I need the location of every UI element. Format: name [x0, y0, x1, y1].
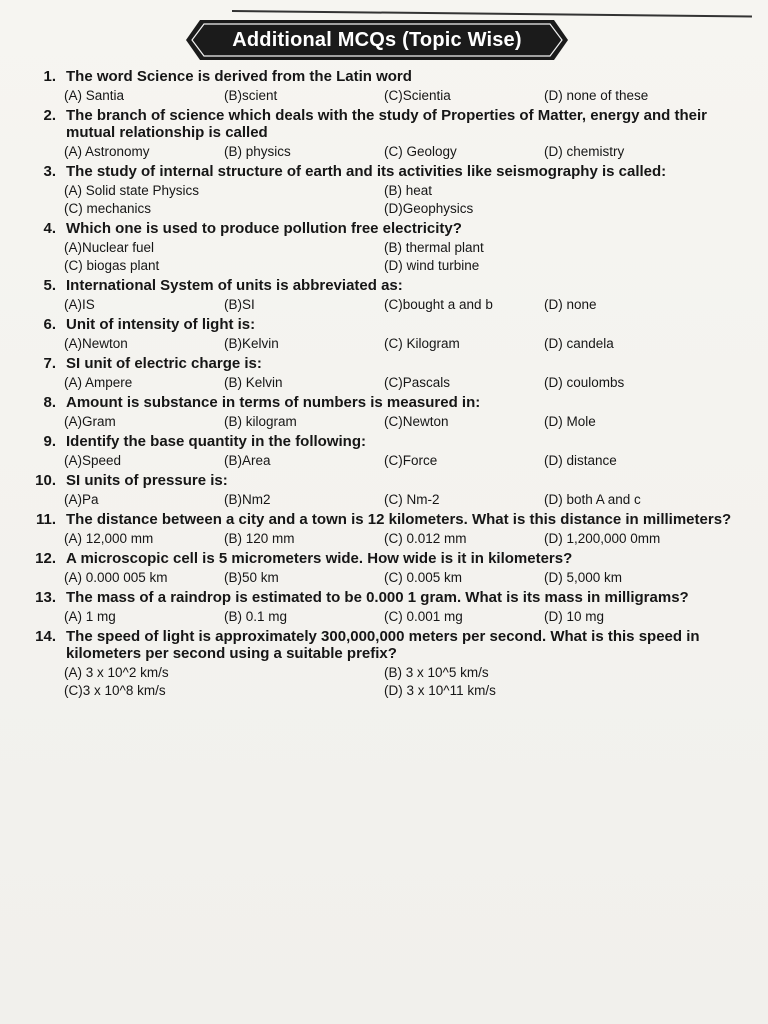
option-list	[64, 413, 740, 431]
question-text: Amount is substance in terms of numbers is measured in:	[66, 394, 481, 411]
question-text: The mass of a raindrop is estimated to be 0.000 1 gram. What is its mass in milligrams?	[66, 589, 689, 606]
question-item	[20, 68, 740, 105]
question-number: 7.	[43, 355, 56, 372]
option-c: (C)3 x 10^8 km/s	[64, 683, 166, 698]
header-rule	[232, 10, 752, 17]
option-d: (D) coulombs	[544, 375, 625, 390]
question-number: 13.	[35, 589, 56, 606]
question-item	[20, 220, 740, 275]
question-text: The word Science is derived from the Latin word	[66, 68, 412, 85]
option-list	[64, 569, 740, 587]
question-text: A microscopic cell is 5 micrometers wide. How wide is it in kilometers?	[66, 550, 573, 567]
option-a: (A) Astronomy	[64, 144, 150, 159]
option-d: (D) wind turbine	[384, 258, 480, 273]
option-c: (C) mechanics	[64, 201, 152, 216]
question-text: The branch of science which deals with the study of Properties of Matter, energy and their mutual relationship is called	[66, 107, 707, 141]
question-list	[20, 68, 740, 702]
question-number: 12.	[35, 550, 56, 567]
option-d: (D) Mole	[544, 414, 596, 429]
option-b: (B)scient	[224, 88, 278, 103]
question-item	[20, 163, 740, 218]
option-a: (A) 3 x 10^2 km/s	[64, 665, 169, 680]
option-c: (C) Geology	[384, 144, 457, 159]
option-list	[64, 608, 740, 626]
question-number: 9.	[43, 433, 56, 450]
question-number: 10.	[35, 472, 56, 489]
option-list	[64, 374, 740, 392]
question-number: 2.	[43, 107, 56, 124]
option-d: (D) none of these	[544, 88, 649, 103]
option-c: (C)Scientia	[384, 88, 451, 103]
option-b: (B)SI	[224, 297, 255, 312]
option-a: (A)Gram	[64, 414, 116, 429]
option-c: (C) Kilogram	[384, 336, 460, 351]
question-item	[20, 511, 740, 548]
option-list	[64, 239, 740, 275]
question-number: 14.	[35, 628, 56, 645]
question-item	[20, 472, 740, 509]
question-item	[20, 628, 740, 700]
option-d: (D) 3 x 10^11 km/s	[384, 683, 496, 698]
option-c: (C) Nm-2	[384, 492, 440, 507]
question-item	[20, 277, 740, 314]
question-text: International System of units is abbreviated as:	[66, 277, 403, 294]
option-b: (B)Nm2	[224, 492, 271, 507]
option-a: (A) Ampere	[64, 375, 133, 390]
option-d: (D) both A and c	[544, 492, 641, 507]
question-text: SI unit of electric charge is:	[66, 355, 262, 372]
question-item	[20, 589, 740, 626]
question-number: 8.	[43, 394, 56, 411]
option-a: (A) 12,000 mm	[64, 531, 154, 546]
question-item	[20, 433, 740, 470]
option-list	[64, 335, 740, 353]
option-b: (B) Kelvin	[224, 375, 283, 390]
question-number: 5.	[43, 277, 56, 294]
question-number: 11.	[35, 511, 56, 528]
option-c: (C) 0.005 km	[384, 570, 463, 585]
option-a: (A)Speed	[64, 453, 122, 468]
option-b: (B)Kelvin	[224, 336, 279, 351]
option-b: (B) kilogram	[224, 414, 297, 429]
option-d: (D) 5,000 km	[544, 570, 623, 585]
option-b: (B)Area	[224, 453, 271, 468]
option-d: (D) chemistry	[544, 144, 625, 159]
question-number: 1.	[43, 68, 56, 85]
option-c: (C) biogas plant	[64, 258, 160, 273]
title-banner	[186, 20, 568, 60]
option-a: (A)Pa	[64, 492, 99, 507]
option-b: (B) 0.1 mg	[224, 609, 288, 624]
option-a: (A)Nuclear fuel	[64, 240, 155, 255]
option-d: (D)Geophysics	[384, 201, 474, 216]
option-list	[64, 87, 740, 105]
option-a: (A) 0.000 005 km	[64, 570, 168, 585]
option-list	[64, 491, 740, 509]
question-text: Unit of intensity of light is:	[66, 316, 256, 333]
option-list	[64, 452, 740, 470]
option-d: (D) none	[544, 297, 597, 312]
question-item	[20, 355, 740, 392]
question-text: The study of internal structure of earth and its activities like seismography is called:	[66, 163, 667, 180]
option-c: (C)Newton	[384, 414, 449, 429]
option-b: (B) thermal plant	[384, 240, 484, 255]
option-a: (A)Newton	[64, 336, 128, 351]
question-number: 4.	[43, 220, 56, 237]
option-a: (A)IS	[64, 297, 95, 312]
option-d: (D) candela	[544, 336, 614, 351]
option-list	[64, 530, 740, 548]
option-b: (B) heat	[384, 183, 433, 198]
question-text: The distance between a city and a town is 12 kilometers. What is this distance in millimeters?	[66, 511, 732, 528]
question-item	[20, 394, 740, 431]
option-d: (D) 10 mg	[544, 609, 605, 624]
question-number: 6.	[43, 316, 56, 333]
option-b: (B)50 km	[224, 570, 279, 585]
option-b: (B) physics	[224, 144, 291, 159]
option-c: (C)bought a and b	[384, 297, 493, 312]
option-c: (C) 0.012 mm	[384, 531, 467, 546]
option-b: (B) 120 mm	[224, 531, 295, 546]
option-c: (C) 0.001 mg	[384, 609, 463, 624]
option-c: (C)Pascals	[384, 375, 451, 390]
page-title: Additional MCQs (Topic Wise)	[232, 29, 522, 51]
question-number: 3.	[43, 163, 56, 180]
option-list	[64, 664, 740, 700]
option-list	[64, 143, 740, 161]
question-item	[20, 550, 740, 587]
option-d: (D) distance	[544, 453, 617, 468]
question-item	[20, 107, 740, 161]
question-text: The speed of light is approximately 300,000,000 meters per second. What is this speed in kilometers per second using a suitable prefix?	[66, 628, 700, 662]
option-list	[64, 182, 740, 218]
question-text: Which one is used to produce pollution free electricity?	[66, 220, 462, 237]
option-c: (C)Force	[384, 453, 438, 468]
option-list	[64, 296, 740, 314]
option-a: (A) 1 mg	[64, 609, 116, 624]
question-item	[20, 316, 740, 353]
option-a: (A) Santia	[64, 88, 125, 103]
option-a: (A) Solid state Physics	[64, 183, 200, 198]
option-d: (D) 1,200,000 0mm	[544, 531, 661, 546]
question-text: Identify the base quantity in the following:	[66, 433, 366, 450]
question-text: SI units of pressure is:	[66, 472, 228, 489]
option-b: (B) 3 x 10^5 km/s	[384, 665, 489, 680]
